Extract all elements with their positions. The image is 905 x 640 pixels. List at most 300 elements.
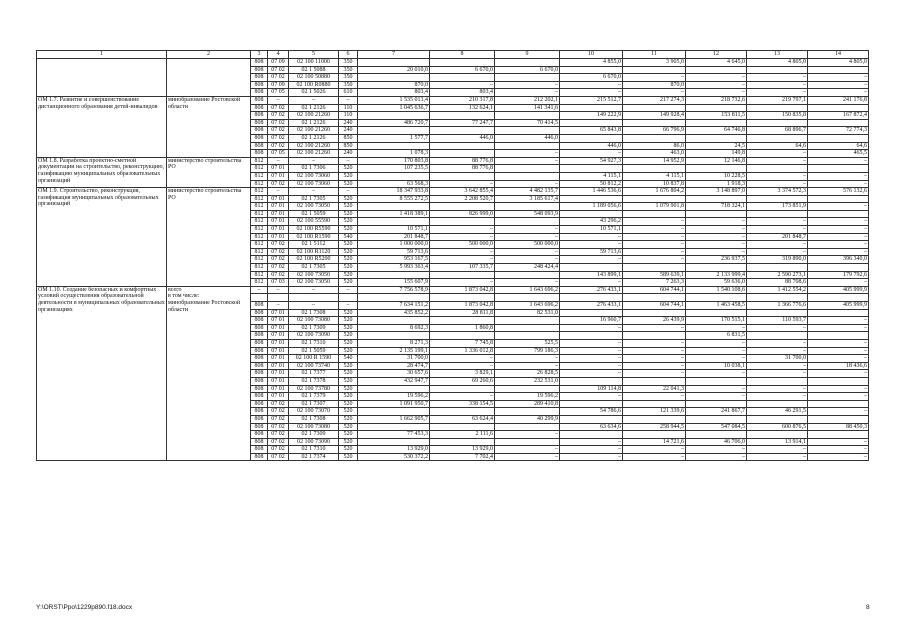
table-cell: –	[808, 172, 869, 180]
table-cell	[686, 264, 747, 272]
table-cell: 520	[339, 271, 358, 279]
table-cell: –	[808, 408, 869, 416]
table-cell	[623, 119, 686, 127]
table-cell: 02 100 R5200	[289, 256, 339, 264]
table-cell: 1 860,8	[430, 324, 495, 332]
table-cell: 07 01	[268, 393, 289, 401]
table-cell: 2 135 199,1	[358, 347, 430, 355]
table-cell: 812	[251, 210, 268, 218]
table-cell: 520	[339, 332, 358, 340]
table-cell: –	[686, 446, 747, 454]
table-cell: 520	[339, 264, 358, 272]
table-cell: 808	[251, 150, 268, 158]
table-cell: 153 811,5	[686, 112, 747, 120]
table-cell: 07 02	[268, 248, 289, 256]
table-cell: 870,0	[358, 81, 430, 89]
table-cell	[747, 415, 808, 423]
table-cell: –	[808, 89, 869, 97]
table-cell: 446,0	[560, 142, 623, 150]
table-cell: –	[560, 81, 623, 89]
table-cell: 547 084,5	[686, 423, 747, 431]
table-cell: 14 952,9	[623, 157, 686, 165]
table-cell: 1 079 901,8	[623, 203, 686, 211]
table-cell	[686, 377, 747, 385]
table-cell	[358, 59, 430, 67]
table-cell	[623, 309, 686, 317]
table-cell: 07 01	[268, 309, 289, 317]
table-cell	[560, 165, 623, 173]
table-cell: 19 596,2	[358, 393, 430, 401]
table-cell: –	[623, 446, 686, 454]
budget-table-sheet	[36, 50, 868, 461]
table-cell: 520	[339, 370, 358, 378]
table-cell	[430, 332, 495, 340]
table-cell: –	[808, 347, 869, 355]
table-cell: 07 02	[268, 446, 289, 454]
table-cell: 02 100 73070	[289, 408, 339, 416]
table-cell: –	[808, 385, 869, 393]
table-cell: –	[686, 370, 747, 378]
table-cell: 350	[339, 81, 358, 89]
table-cell: –	[808, 317, 869, 325]
table-cell: 812	[251, 271, 268, 279]
table-cell: 02 1 5112	[289, 241, 339, 249]
table-cell	[560, 119, 623, 127]
page-number: 8	[866, 604, 870, 611]
table-cell: 405 999,9	[808, 286, 869, 294]
table-cell: 149 928,4	[623, 112, 686, 120]
table-cell: –	[560, 362, 623, 370]
table-cell: 808	[251, 74, 268, 82]
table-cell: 3 905,0	[623, 59, 686, 67]
table-cell: 808	[251, 81, 268, 89]
table-cell: 500 000,0	[495, 241, 560, 249]
table-cell	[495, 165, 560, 173]
table-cell: 07 02	[268, 74, 289, 82]
table-cell: –	[495, 89, 560, 97]
table-cell: 10 038,1	[686, 362, 747, 370]
table-cell: 520	[339, 446, 358, 454]
table-cell	[808, 400, 869, 408]
table-cell: –	[808, 453, 869, 461]
table-cell	[495, 438, 560, 446]
table-cell	[623, 415, 686, 423]
table-cell	[808, 377, 869, 385]
table-cell: –	[686, 226, 747, 234]
table-cell: 46 706,0	[686, 438, 747, 446]
table-cell: –	[747, 226, 808, 234]
table-cell: 808	[251, 96, 268, 104]
table-cell	[358, 385, 430, 393]
table-cell	[808, 431, 869, 439]
table-cell: 22 041,3	[623, 385, 686, 393]
table-cell: –	[623, 355, 686, 363]
table-cell: –	[560, 438, 623, 446]
table-cell	[495, 127, 560, 135]
table-cell: 520	[339, 226, 358, 234]
table-cell: –	[339, 96, 358, 104]
table-cell: 10 228,5	[686, 172, 747, 180]
table-cell: 10 837,8	[623, 180, 686, 188]
table-cell	[623, 400, 686, 408]
table-cell: 02 100 73740	[289, 362, 339, 370]
executor-cell	[167, 286, 251, 461]
table-cell: 07 01	[268, 339, 289, 347]
table-cell: 1 873 042,8	[430, 286, 495, 294]
measure-name-cell: ОМ 1.9. Строительство, реконструкция, газификация муниципальных образовательных организаций	[37, 188, 167, 287]
table-cell: –	[686, 339, 747, 347]
table-cell	[623, 431, 686, 439]
measure-name-cell: ОМ 1.10. Создание безопасных и комфортных условий осуществления образовательной деятельности в муниципальных образовательных организациях	[37, 286, 167, 461]
table-cell: 02 1 7305	[289, 264, 339, 272]
table-cell: 1 535 013,4	[358, 96, 430, 104]
table-cell: –	[808, 393, 869, 401]
table-cell	[495, 317, 560, 325]
table-cell	[686, 400, 747, 408]
table-cell: 604 744,1	[623, 302, 686, 310]
table-cell: 02 1 7378	[289, 377, 339, 385]
table-cell: 8 271,3	[358, 339, 430, 347]
table-cell: –	[495, 157, 560, 165]
table-cell: 02 1 7309	[289, 431, 339, 439]
table-cell: 808	[251, 431, 268, 439]
table-cell: 02 1 7307	[289, 400, 339, 408]
table-cell	[358, 203, 430, 211]
table-cell: 2 111,6	[430, 431, 495, 439]
table-cell: 02 1 5088	[289, 66, 339, 74]
table-cell: 808	[251, 438, 268, 446]
table-cell: 201 848,7	[358, 233, 430, 241]
table-cell	[747, 294, 808, 302]
table-cell: –	[560, 339, 623, 347]
table-cell: 520	[339, 309, 358, 317]
table-cell: 107 335,7	[430, 264, 495, 272]
table-cell	[747, 431, 808, 439]
table-cell: –	[686, 324, 747, 332]
table-cell: 435 852,2	[358, 309, 430, 317]
table-cell: 110	[339, 104, 358, 112]
table-cell: –	[268, 188, 289, 196]
table-cell	[430, 385, 495, 393]
column-number-header: 9	[495, 51, 560, 59]
table-cell	[747, 165, 808, 173]
table-cell: 07 01	[268, 347, 289, 355]
table-cell: 02 100 50880	[289, 74, 339, 82]
table-cell: 1 577,7	[358, 134, 430, 142]
table-cell	[808, 210, 869, 218]
table-cell: –	[339, 302, 358, 310]
table-cell: 808	[251, 134, 268, 142]
table-cell: –	[339, 286, 358, 294]
table-cell: –	[808, 74, 869, 82]
table-cell: 07 05	[268, 89, 289, 97]
table-cell	[358, 294, 430, 302]
table-cell	[623, 210, 686, 218]
table-cell: 826 999,0	[430, 210, 495, 218]
table-cell: 10 571,1	[358, 226, 430, 234]
table-cell: 02 1 7308	[289, 415, 339, 423]
table-cell: –	[339, 188, 358, 196]
table-cell: –	[747, 74, 808, 82]
column-number-header: 5	[289, 51, 339, 59]
table-cell: 520	[339, 324, 358, 332]
table-cell: 812	[251, 226, 268, 234]
table-cell: 812	[251, 195, 268, 203]
column-number-header: 7	[358, 51, 430, 59]
measure-name-cell: ОМ 1.7. Развитие и совершенствование дистанционного образования детей-инвалидов	[37, 96, 167, 157]
executor-line: всего	[168, 286, 182, 293]
table-cell: –	[623, 218, 686, 226]
table-cell: 1 540 108,6	[686, 286, 747, 294]
table-cell: –	[808, 355, 869, 363]
table-cell: 812	[251, 157, 268, 165]
table-cell: 65 843,8	[560, 127, 623, 135]
table-cell: 520	[339, 385, 358, 393]
table-cell: 02 100 73060	[289, 172, 339, 180]
table-cell: 350	[339, 66, 358, 74]
table-cell: –	[623, 393, 686, 401]
table-cell: 18 436,6	[808, 362, 869, 370]
table-cell: –	[623, 226, 686, 234]
table-cell: 07 01	[268, 195, 289, 203]
table-cell: 07 01	[268, 324, 289, 332]
table-cell: 40 299,9	[495, 415, 560, 423]
table-cell	[808, 66, 869, 74]
table-cell: –	[560, 89, 623, 97]
table-cell: 808	[251, 408, 268, 416]
table-cell	[430, 271, 495, 279]
table-cell: 808	[251, 59, 268, 67]
table-cell: 26 439,9	[623, 317, 686, 325]
executor-line: в том числе:	[168, 293, 200, 300]
table-cell: 07 02	[268, 438, 289, 446]
table-cell: 604 744,1	[623, 286, 686, 294]
table-cell: –	[289, 286, 339, 294]
table-cell: 02 100 R1120	[289, 248, 339, 256]
executor-line: минобразование Ростовской области	[168, 300, 241, 313]
table-cell: 7 756 578,9	[358, 286, 430, 294]
table-cell: 43 296,2	[560, 218, 623, 226]
table-cell: –	[686, 218, 747, 226]
table-cell: 02 100 21260	[289, 142, 339, 150]
table-cell: 432 947,7	[358, 377, 430, 385]
table-cell	[430, 438, 495, 446]
table-cell	[686, 415, 747, 423]
table-cell: 6 670,0	[430, 66, 495, 74]
table-cell: –	[686, 248, 747, 256]
table-cell: 18 347 933,8	[358, 188, 430, 196]
table-cell: –	[808, 248, 869, 256]
table-cell: 63 568,3	[358, 180, 430, 188]
table-cell: 02 1 2126	[289, 104, 339, 112]
table-cell: 07 01	[268, 165, 289, 173]
table-cell: 808	[251, 66, 268, 74]
table-cell: –	[430, 256, 495, 264]
table-cell	[430, 203, 495, 211]
table-cell: 241 176,8	[808, 96, 869, 104]
table-cell: 8 692,3	[358, 324, 430, 332]
table-cell: 66 796,9	[623, 127, 686, 135]
table-cell: –	[686, 385, 747, 393]
table-cell: 07 01	[268, 362, 289, 370]
table-cell: 02 1 7305	[289, 195, 339, 203]
table-cell: 149 222,9	[560, 112, 623, 120]
table-cell: 88 776,8	[430, 157, 495, 165]
table-cell: 46 291,5	[747, 408, 808, 416]
table-cell: –	[623, 324, 686, 332]
table-cell: –	[268, 96, 289, 104]
table-cell: 808	[251, 415, 268, 423]
table-cell: 13 929,0	[430, 446, 495, 454]
table-cell: –	[495, 355, 560, 363]
table-cell: 77 247,7	[430, 119, 495, 127]
table-cell: 02 100 73050	[289, 203, 339, 211]
table-cell	[430, 59, 495, 67]
table-cell	[358, 332, 430, 340]
table-cell: 808	[251, 446, 268, 454]
table-cell	[430, 218, 495, 226]
column-number-header: 12	[686, 51, 747, 59]
table-cell: 02 100 73080	[289, 317, 339, 325]
table-cell: 141 341,6	[495, 104, 560, 112]
table-cell: –	[747, 324, 808, 332]
table-cell: 02 1 2126	[289, 134, 339, 142]
table-cell	[430, 112, 495, 120]
table-cell: –	[808, 339, 869, 347]
table-cell: –	[623, 362, 686, 370]
table-cell: 07 02	[268, 415, 289, 423]
table-cell	[268, 294, 289, 302]
table-cell: 520	[339, 400, 358, 408]
table-cell: 110	[339, 112, 358, 120]
table-cell	[560, 377, 623, 385]
table-cell: 31 700,0	[358, 355, 430, 363]
table-cell	[808, 134, 869, 142]
table-cell: –	[808, 203, 869, 211]
table-cell: 4 855,0	[560, 59, 623, 67]
table-row	[37, 96, 869, 104]
table-cell: –	[430, 226, 495, 234]
table-cell	[495, 294, 560, 302]
table-cell: 808	[251, 362, 268, 370]
table-cell: –	[623, 256, 686, 264]
table-cell: –	[686, 453, 747, 461]
table-cell: 540	[339, 233, 358, 241]
table-cell	[808, 165, 869, 173]
table-cell: 812	[251, 180, 268, 188]
column-number-header: 8	[430, 51, 495, 59]
table-cell: 63 624,4	[430, 415, 495, 423]
table-cell	[623, 104, 686, 112]
table-row	[37, 157, 869, 165]
table-cell: 54 786,6	[560, 408, 623, 416]
table-cell: 520	[339, 317, 358, 325]
table-cell: 173 851,9	[747, 203, 808, 211]
table-cell	[358, 408, 430, 416]
table-cell: 4 115,1	[623, 172, 686, 180]
table-cell: 520	[339, 377, 358, 385]
table-cell: 3 148 897,0	[686, 188, 747, 196]
table-cell: 28 811,8	[430, 309, 495, 317]
table-cell: –	[686, 347, 747, 355]
table-cell: 812	[251, 165, 268, 173]
table-cell: 1 336 012,8	[430, 347, 495, 355]
table-cell: 1 873 042,8	[430, 302, 495, 310]
table-cell: 4 115,1	[560, 172, 623, 180]
table-cell: 50 812,2	[560, 180, 623, 188]
table-cell: 02 100 11000	[289, 59, 339, 67]
table-cell: –	[268, 286, 289, 294]
table-cell	[495, 142, 560, 150]
table-cell	[560, 294, 623, 302]
table-cell	[747, 264, 808, 272]
table-cell	[686, 309, 747, 317]
table-cell	[358, 317, 430, 325]
table-cell: 12 146,8	[686, 157, 747, 165]
table-cell: –	[560, 446, 623, 454]
table-cell: 4 645,0	[686, 59, 747, 67]
table-cell: 150 835,8	[747, 112, 808, 120]
table-cell: 07 01	[268, 233, 289, 241]
table-cell: 210 317,8	[430, 96, 495, 104]
table-cell: 520	[339, 408, 358, 416]
table-cell: 808	[251, 142, 268, 150]
table-cell: 179 792,6	[808, 271, 869, 279]
table-cell: 808	[251, 377, 268, 385]
table-cell: 718 324,1	[686, 203, 747, 211]
table-cell: 812	[251, 218, 268, 226]
table-cell: 240	[339, 150, 358, 158]
table-cell: –	[623, 370, 686, 378]
table-cell: –	[808, 438, 869, 446]
table-cell: 02 1 2126	[289, 119, 339, 127]
table-cell: 486 720,7	[358, 119, 430, 127]
table-cell: 02 1 7377	[289, 370, 339, 378]
table-cell: 20 010,0	[358, 66, 430, 74]
table-cell: 803,4	[430, 89, 495, 97]
table-cell	[808, 195, 869, 203]
column-number-header: 11	[623, 51, 686, 59]
table-cell: –	[560, 393, 623, 401]
executor-cell: министерство строительства РО	[167, 157, 251, 187]
table-cell: 2 133 999,4	[686, 271, 747, 279]
table-cell	[686, 165, 747, 173]
table-cell: 217 274,3	[623, 96, 686, 104]
column-number-header: 14	[808, 51, 869, 59]
table-cell: 520	[339, 438, 358, 446]
table-cell: 258 944,5	[623, 423, 686, 431]
table-cell: 1 189 056,6	[560, 203, 623, 211]
table-cell: 520	[339, 423, 358, 431]
table-cell	[560, 134, 623, 142]
table-cell: 520	[339, 279, 358, 287]
table-cell: 808	[251, 104, 268, 112]
table-cell: –	[289, 96, 339, 104]
document-file-path: Y:\ORST\Ppo\1229p890.f18.docx	[36, 604, 133, 611]
table-cell: 7 745,8	[430, 339, 495, 347]
table-row	[37, 188, 869, 196]
table-cell: 107 235,5	[358, 165, 430, 173]
table-cell: 808	[251, 400, 268, 408]
table-cell: 7 634 151,2	[358, 302, 430, 310]
table-cell: –	[623, 74, 686, 82]
table-cell: 520	[339, 248, 358, 256]
table-cell: 59 636,0	[686, 279, 747, 287]
table-cell: 121 339,6	[623, 408, 686, 416]
table-cell: 808	[251, 127, 268, 135]
table-cell: 07 02	[268, 400, 289, 408]
table-cell: 548 093,9	[495, 210, 560, 218]
